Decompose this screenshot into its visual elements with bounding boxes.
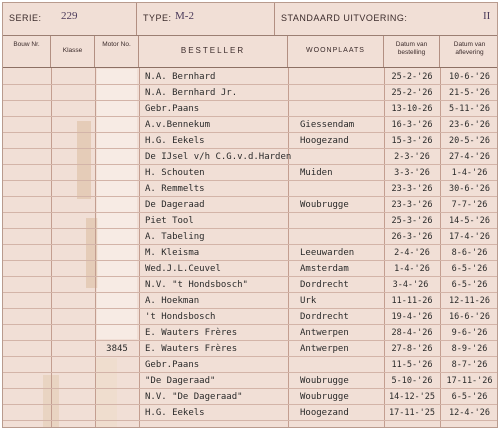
motor-cell: 3845 bbox=[106, 344, 128, 354]
woonplaats-cell: Antwerpen bbox=[300, 328, 349, 338]
table-row bbox=[3, 117, 498, 133]
type-label: TYPE: bbox=[143, 13, 172, 23]
type-value: M-2 bbox=[175, 10, 194, 22]
table-row bbox=[3, 85, 498, 101]
besteller-cell: Gebr.Paans bbox=[145, 360, 200, 370]
table-row bbox=[3, 165, 498, 181]
aflevering-cell: 10-6-'26 bbox=[449, 72, 490, 82]
aflevering-cell: 30-6-'26 bbox=[449, 184, 490, 194]
row-rule bbox=[3, 388, 498, 389]
col-datum-bestelling: Datum van bestelling bbox=[384, 36, 440, 68]
row-rule bbox=[3, 372, 498, 373]
aflevering-cell: 12-11-26 bbox=[449, 296, 490, 306]
table-row bbox=[3, 373, 498, 389]
bestelling-cell: 13-10-26 bbox=[391, 104, 433, 114]
woonplaats-cell bbox=[300, 357, 384, 373]
row-rule bbox=[3, 404, 498, 405]
woonplaats-cell: Urk bbox=[300, 296, 317, 306]
row-rule bbox=[3, 244, 498, 245]
table-row bbox=[3, 277, 498, 293]
table-row bbox=[3, 213, 498, 229]
motor-cell bbox=[95, 373, 139, 389]
woonplaats-cell bbox=[300, 213, 384, 229]
woonplaats-cell: Amsterdam bbox=[300, 264, 349, 274]
besteller-cell: H.G. Eekels bbox=[145, 408, 205, 418]
besteller-cell: De IJsel v/h C.G.v.d.Harden bbox=[145, 152, 292, 162]
motor-cell bbox=[95, 85, 139, 101]
row-rule bbox=[3, 420, 498, 421]
aflevering-cell: 17-11-'26 bbox=[446, 376, 493, 386]
woonplaats-cell: Antwerpen bbox=[300, 344, 349, 354]
besteller-cell: M. Kleisma bbox=[145, 248, 200, 258]
bestelling-cell: 16-3-'26 bbox=[391, 120, 433, 130]
row-rule bbox=[3, 340, 498, 341]
besteller-cell: E. Wauters Frères bbox=[145, 328, 238, 338]
woonplaats-cell: Woubrugge bbox=[300, 376, 349, 386]
besteller-cell: N.V. "De Dageraad" bbox=[145, 392, 243, 402]
aflevering-cell: 21-5-'26 bbox=[449, 88, 490, 98]
uitvoering-cell bbox=[275, 3, 498, 35]
woonplaats-cell: Hoogezand bbox=[300, 408, 349, 418]
besteller-cell: A. Hoekman bbox=[145, 296, 200, 306]
registration-card bbox=[2, 2, 498, 428]
woonplaats-cell bbox=[300, 101, 384, 117]
besteller-cell: A.v.Bennekum bbox=[145, 120, 211, 130]
motor-cell bbox=[95, 277, 139, 293]
aflevering-cell: 6-5-'26 bbox=[451, 392, 488, 402]
bestelling-cell: 1-4-'26 bbox=[394, 264, 430, 274]
table-row bbox=[3, 229, 498, 245]
bestelling-cell: 11-11-26 bbox=[391, 296, 433, 306]
bestelling-cell: 14-12-'25 bbox=[388, 392, 436, 402]
aflevering-cell: 14-5-'26 bbox=[449, 216, 490, 226]
bestelling-cell: 2-3-'26 bbox=[394, 152, 430, 162]
table-row bbox=[3, 133, 498, 149]
row-rule bbox=[3, 324, 498, 325]
woonplaats-cell: Dordrecht bbox=[300, 280, 349, 290]
table-row bbox=[3, 405, 498, 421]
motor-cell bbox=[95, 181, 139, 197]
motor-cell bbox=[95, 165, 139, 181]
besteller-cell: Wed.J.L.Ceuvel bbox=[145, 264, 221, 274]
aflevering-cell: 5-11-'26 bbox=[449, 104, 490, 114]
besteller-cell: E. Wauters Frères bbox=[145, 344, 238, 354]
row-rule bbox=[3, 196, 498, 197]
col-klasse: Klasse bbox=[51, 36, 95, 68]
woonplaats-cell bbox=[300, 69, 384, 85]
aflevering-cell: 20-5-'26 bbox=[449, 136, 490, 146]
row-rule bbox=[3, 292, 498, 293]
bestelling-cell: 3-4-'26 bbox=[392, 280, 429, 290]
table-row bbox=[3, 341, 498, 357]
table-row bbox=[3, 101, 498, 117]
row-rule bbox=[3, 164, 498, 165]
aflevering-cell: 8-6-'26 bbox=[451, 248, 488, 258]
table-row bbox=[3, 149, 498, 165]
bestelling-cell: 15-3-'26 bbox=[391, 136, 433, 146]
motor-cell bbox=[95, 133, 139, 149]
aflevering-cell: 1-4-'26 bbox=[451, 168, 488, 178]
motor-cell bbox=[95, 197, 139, 213]
table-row bbox=[3, 261, 498, 277]
motor-cell bbox=[95, 117, 139, 133]
woonplaats-cell: Woubrugge bbox=[300, 200, 349, 210]
aflevering-cell: 9-6-'26 bbox=[451, 328, 488, 338]
woonplaats-cell: Dordrecht bbox=[300, 312, 349, 322]
table-row bbox=[3, 245, 498, 261]
row-rule bbox=[3, 148, 498, 149]
bestelling-cell: 28-4-'26 bbox=[391, 328, 433, 338]
aflevering-cell: 16-6-'26 bbox=[449, 312, 490, 322]
row-rule bbox=[3, 116, 498, 117]
besteller-cell: De Dageraad bbox=[145, 200, 205, 210]
row-rule bbox=[3, 228, 498, 229]
table-row bbox=[3, 293, 498, 309]
serie-cell bbox=[3, 3, 137, 35]
table-row bbox=[3, 325, 498, 341]
table-row bbox=[3, 357, 498, 373]
row-rule bbox=[3, 260, 498, 261]
col-bouw-nr: Bouw Nr. bbox=[3, 36, 51, 68]
besteller-cell: N.V. "t Hondsbosch" bbox=[145, 280, 248, 290]
motor-cell bbox=[95, 261, 139, 277]
aflevering-cell: 17-4-'26 bbox=[449, 232, 490, 242]
bestelling-cell: 26-3-'26 bbox=[391, 232, 433, 242]
aflevering-cell: 12-4-'26 bbox=[449, 408, 490, 418]
besteller-cell: "De Dageraad" bbox=[145, 376, 216, 386]
besteller-cell: A. Tabeling bbox=[145, 232, 205, 242]
card-header bbox=[3, 3, 498, 36]
bestelling-cell: 23-3-'26 bbox=[391, 184, 433, 194]
woonplaats-cell bbox=[300, 85, 384, 101]
col-motor-no: Motor No. bbox=[95, 36, 139, 68]
motor-cell bbox=[95, 357, 139, 373]
motor-cell bbox=[95, 149, 139, 165]
besteller-cell: Gebr.Paans bbox=[145, 104, 200, 114]
row-rule bbox=[3, 308, 498, 309]
row-rule bbox=[3, 132, 498, 133]
motor-cell bbox=[95, 229, 139, 245]
besteller-cell: H. Schouten bbox=[145, 168, 205, 178]
row-rule bbox=[3, 276, 498, 277]
woonplaats-cell: Giessendam bbox=[300, 120, 355, 130]
row-rule bbox=[3, 100, 498, 101]
woonplaats-cell: Leeuwarden bbox=[300, 248, 355, 258]
bestelling-cell: 11-5-'26 bbox=[391, 360, 433, 370]
motor-cell bbox=[95, 293, 139, 309]
motor-cell bbox=[95, 389, 139, 405]
bestelling-cell: 17-11-'25 bbox=[388, 408, 436, 418]
type-cell bbox=[137, 3, 275, 35]
bestelling-cell: 25-3-'26 bbox=[391, 216, 433, 226]
row-rule bbox=[3, 356, 498, 357]
col-besteller: BESTELLER bbox=[139, 36, 288, 68]
col-woonplaats: WOONPLAATS bbox=[288, 36, 384, 68]
bestelling-cell: 23-3-'26 bbox=[391, 200, 433, 210]
woonplaats-cell: Hoogezand bbox=[300, 136, 349, 146]
besteller-cell: Piet Tool bbox=[145, 216, 194, 226]
besteller-cell: N.A. Bernhard Jr. bbox=[145, 88, 238, 98]
serie-label: SERIE: bbox=[9, 13, 42, 23]
uitvoering-label: STANDAARD UITVOERING: bbox=[281, 13, 408, 23]
motor-cell bbox=[95, 405, 139, 421]
table-row bbox=[3, 389, 498, 405]
motor-cell bbox=[95, 213, 139, 229]
aflevering-cell: 27-4-'26 bbox=[449, 152, 490, 162]
bestelling-cell: 5-10-'26 bbox=[391, 376, 433, 386]
header-rule bbox=[3, 67, 498, 68]
bestelling-cell: 3-3-'26 bbox=[394, 168, 430, 178]
table-row bbox=[3, 309, 498, 325]
row-rule bbox=[3, 180, 498, 181]
motor-cell bbox=[95, 325, 139, 341]
table-row bbox=[3, 69, 498, 85]
bestelling-cell: 25-2-'26 bbox=[391, 88, 433, 98]
aflevering-cell: 7-7-'26 bbox=[451, 200, 488, 210]
row-rule bbox=[3, 212, 498, 213]
woonplaats-cell: Muiden bbox=[300, 168, 333, 178]
bestelling-cell: 25-2-'26 bbox=[391, 72, 433, 82]
woonplaats-cell bbox=[300, 229, 384, 245]
besteller-cell: N.A. Bernhard bbox=[145, 72, 216, 82]
motor-cell bbox=[95, 101, 139, 117]
table-row bbox=[3, 197, 498, 213]
aflevering-cell: 8-9-'26 bbox=[451, 344, 488, 354]
woonplaats-cell bbox=[300, 181, 384, 197]
table-row bbox=[3, 181, 498, 197]
bestelling-cell: 27-8-'26 bbox=[391, 344, 433, 354]
col-datum-aflevering: Datum van aflevering bbox=[453, 41, 486, 56]
aflevering-cell: 6-5-'26 bbox=[451, 280, 488, 290]
besteller-cell: 't Hondsbosch bbox=[145, 312, 216, 322]
aflevering-cell: 23-6-'26 bbox=[449, 120, 490, 130]
besteller-cell: A. Remmelts bbox=[145, 184, 205, 194]
uitvoering-value: II bbox=[483, 10, 491, 22]
aflevering-cell: 6-5-'26 bbox=[451, 264, 488, 274]
motor-cell bbox=[95, 245, 139, 261]
bestelling-cell: 19-4-'26 bbox=[391, 312, 433, 322]
aflevering-cell: 8-7-'26 bbox=[451, 360, 488, 370]
row-rule bbox=[3, 84, 498, 85]
motor-cell bbox=[95, 309, 139, 325]
serie-value: 229 bbox=[61, 10, 78, 22]
motor-cell bbox=[95, 69, 139, 85]
besteller-cell: H.G. Eekels bbox=[145, 136, 205, 146]
bestelling-cell: 2-4-'26 bbox=[394, 248, 430, 258]
woonplaats-cell: Woubrugge bbox=[300, 392, 349, 402]
